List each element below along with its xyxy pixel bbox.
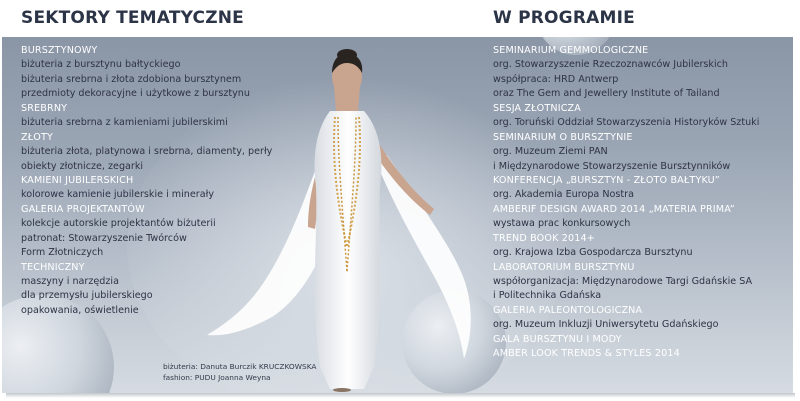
- category-heading: LABORATORIUM BURSZTYNU: [493, 261, 635, 273]
- heading-thematic-sectors: SEKTORY TEMATYCZNE: [21, 8, 244, 28]
- category-heading: GALERIA PROJEKTANTÓW: [21, 203, 145, 215]
- list-item: kolorowe kamienie jubilerskie i minerały: [21, 189, 215, 201]
- list-item: współorganizacja: Międzynarodowe Targi Gdańskie SA: [493, 276, 753, 287]
- category-heading: ZŁOTY: [21, 131, 53, 143]
- frame-shadow: [6, 393, 795, 398]
- thematic-sectors-list: [21, 44, 272, 318]
- program-list: [493, 44, 759, 362]
- list-item: obiekty złotnicze, zegarki: [21, 160, 144, 172]
- category-heading: BURSZTYNOWY: [21, 45, 98, 56]
- list-item: Form Złotniczych: [21, 247, 104, 259]
- list-item: org. Stowarzyszenie Rzeczoznawców Jubilerskich: [493, 59, 728, 71]
- category-heading: KAMIENI JUBILERSKICH: [21, 174, 134, 186]
- category-heading: SESJA ZŁOTNICZA: [493, 102, 581, 114]
- list-item: dla przemysłu jubilerskiego: [21, 290, 153, 302]
- list-item: org. Muzeum Inkluzji Uniwersytetu Gdańskiego: [493, 319, 719, 331]
- list-item: biżuteria z bursztynu bałtyckiego: [21, 59, 181, 71]
- list-item: opakowania, oświetlenie: [21, 304, 139, 316]
- category-heading: AMBERIF DESIGN AWARD 2014 „MATERIA PRIMA”: [493, 203, 735, 215]
- list-item: biżuteria srebrna i złota zdobiona bursztynem: [21, 73, 242, 85]
- list-item: biżuteria złota, platynowa i srebrna, diamenty, perły: [21, 146, 273, 158]
- category-heading: TECHNICZNY: [21, 261, 85, 273]
- list-item: org. Muzeum Ziemi PAN: [493, 146, 608, 158]
- list-item: org. Krajowa Izba Gospodarcza Bursztynu: [493, 247, 693, 259]
- list-item: biżuteria srebrna z kamieniami jubilerskimi: [21, 117, 228, 129]
- list-item: współpraca: HRD Antwerp: [493, 73, 619, 85]
- category-heading: SEMINARIUM O BURSZTYNIE: [493, 131, 633, 143]
- list-item: wystawa prac konkursowych: [493, 218, 631, 230]
- category-heading: KONFERENCJA „BURSZTYN - ZŁOTO BAŁTYKU”: [493, 174, 720, 186]
- heading-program: W PROGRAMIE: [493, 8, 635, 28]
- list-item: maszyny i narzędzia: [21, 276, 119, 287]
- credit-fashion: fashion: PUDU Joanna Weyna: [163, 372, 271, 382]
- category-heading: SEMINARIUM GEMMOLOGICZNE: [493, 45, 649, 56]
- list-item: i Międzynarodowe Stowarzyszenie Bursztynników: [493, 160, 731, 172]
- category-heading: TREND BOOK 2014+: [493, 232, 595, 244]
- list-item: oraz The Gem and Jewellery Institute of Tailand: [493, 88, 720, 100]
- list-item: kolekcje autorskie projektantów biżuterii: [21, 218, 216, 230]
- list-item: i Politechnika Gdańska: [493, 290, 602, 302]
- category-heading: SREBRNY: [21, 102, 68, 114]
- category-heading: AMBER LOOK TRENDS & STYLES 2014: [493, 348, 680, 360]
- list-item: przedmioty dekoracyjne i użytkowe z bursztynu: [21, 88, 250, 100]
- list-item: org. Toruński Oddział Stowarzyszenia Historyków Sztuki: [493, 117, 760, 129]
- photo-credits: [163, 362, 316, 383]
- category-heading: GALA BURSZTYNU I MODY: [493, 333, 622, 345]
- category-heading: GALERIA PALEONTOLOGICZNA: [493, 304, 643, 316]
- credit-jewelry: biżuteria: Danuta Burczik KRUCZKOWSKA: [163, 362, 317, 371]
- list-item: patronat: Stowarzyszenie Twórców: [21, 232, 187, 244]
- list-item: org. Akademia Europa Nostra: [493, 189, 634, 201]
